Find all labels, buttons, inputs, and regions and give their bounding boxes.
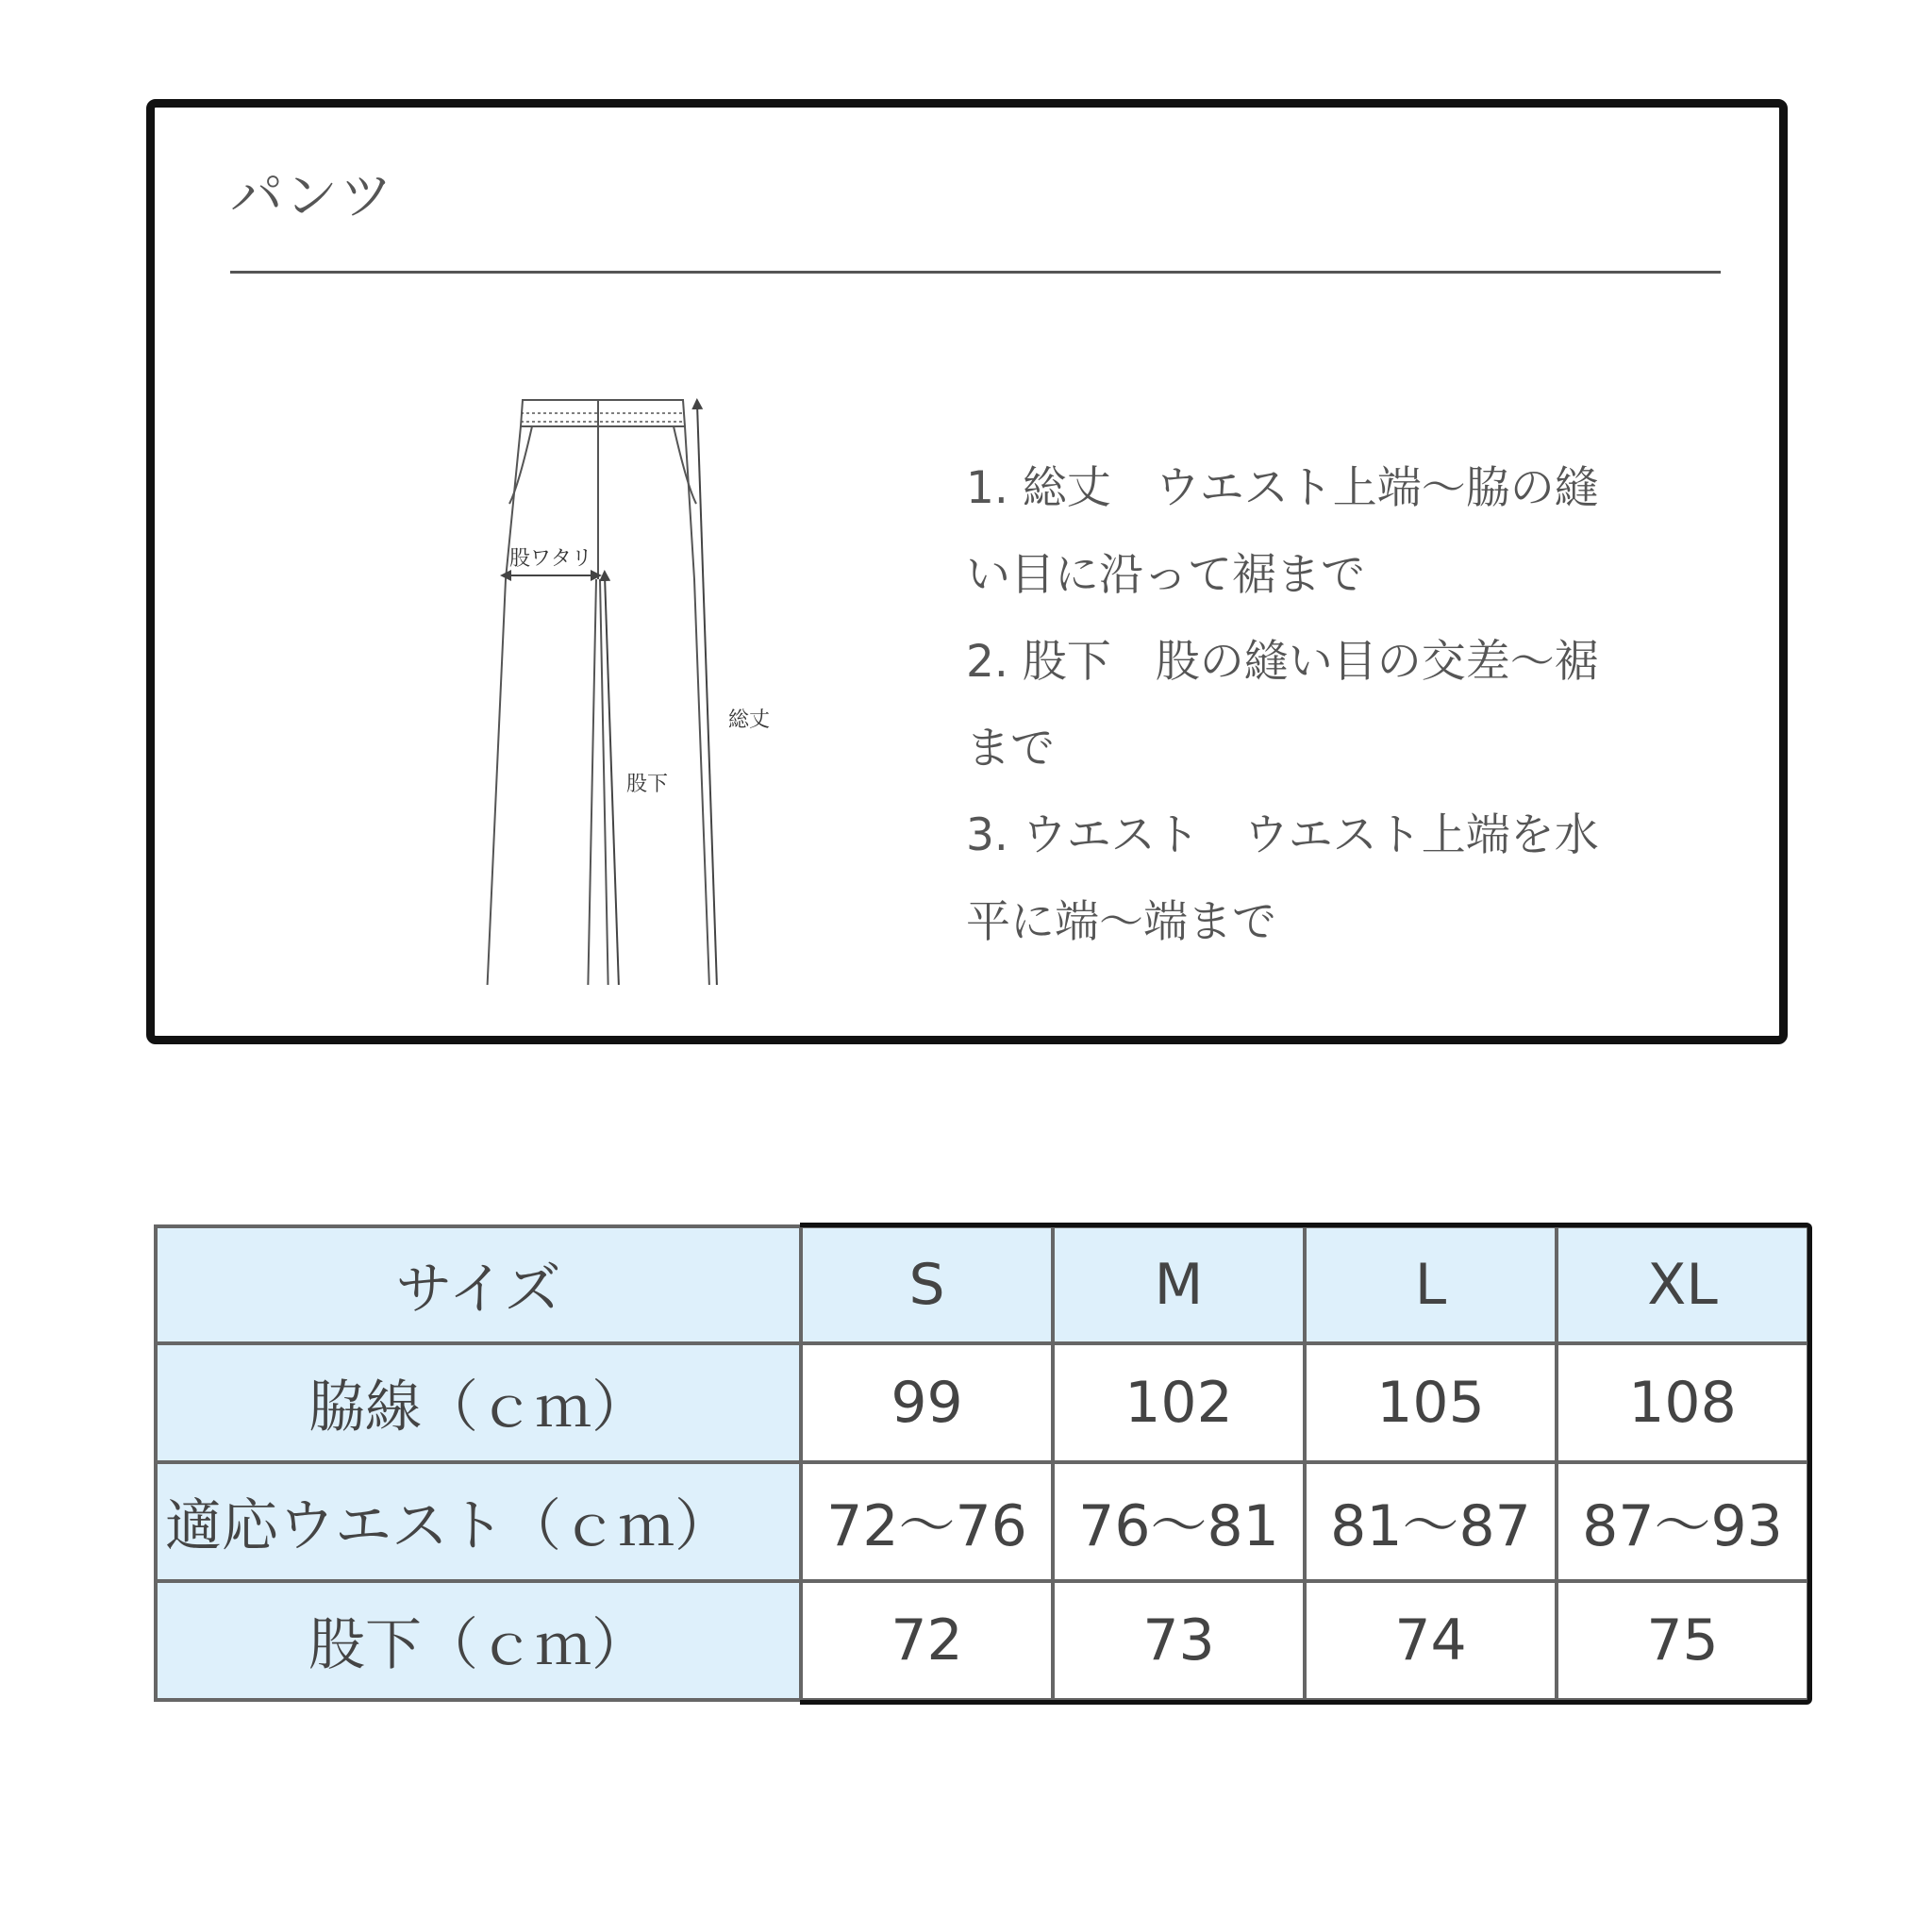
size-header-s: S xyxy=(801,1226,1053,1343)
table-row xyxy=(156,1343,1808,1462)
row-label: 脇線（ｃｍ） xyxy=(156,1343,801,1462)
measurement-notes xyxy=(966,445,1721,966)
table-cell: 72〜76 xyxy=(801,1462,1053,1581)
total-length-arrow xyxy=(697,404,719,985)
crotch-width-label: 股ワタリ xyxy=(509,547,592,571)
table-row xyxy=(156,1581,1808,1700)
size-header-xl: XL xyxy=(1557,1226,1808,1343)
note-line: 3. ウエスト ウエスト上端を水 xyxy=(966,809,1599,861)
table-cell: 99 xyxy=(801,1343,1053,1462)
table-cell: 73 xyxy=(1053,1581,1305,1700)
note-line: 2. 股下 股の縫い目の交差〜裾 xyxy=(966,636,1599,688)
left-leg-outline xyxy=(485,426,596,985)
note-item xyxy=(966,792,1721,966)
total-length-label: 総丈 xyxy=(728,708,771,732)
table-cell: 87〜93 xyxy=(1557,1462,1808,1581)
title-divider xyxy=(230,271,1721,274)
note-line: 平に端〜端まで xyxy=(966,896,1276,948)
size-table xyxy=(154,1224,1810,1702)
table-row xyxy=(156,1462,1808,1581)
note-item xyxy=(966,445,1721,619)
table-cell: 74 xyxy=(1305,1581,1557,1700)
pants-diagram xyxy=(428,381,843,985)
note-line: まで xyxy=(966,723,1055,774)
size-header-l: L xyxy=(1305,1226,1557,1343)
panel-title: パンツ xyxy=(230,166,394,227)
table-cell: 72 xyxy=(801,1581,1053,1700)
measurement-guide-panel xyxy=(146,99,1788,1044)
table-cell: 75 xyxy=(1557,1581,1808,1700)
table-cell: 108 xyxy=(1557,1343,1808,1462)
table-cell: 102 xyxy=(1053,1343,1305,1462)
table-cell: 81〜87 xyxy=(1305,1462,1557,1581)
note-item xyxy=(966,619,1721,792)
row-label: 適応ウエスト（ｃｍ） xyxy=(156,1462,801,1581)
table-cell: 76〜81 xyxy=(1053,1462,1305,1581)
table-header-row xyxy=(156,1226,1808,1343)
inseam-label: 股下 xyxy=(626,773,669,796)
size-header-label: サイズ xyxy=(156,1226,801,1343)
note-line: い目に沿って裾まで xyxy=(966,549,1365,601)
table-cell: 105 xyxy=(1305,1343,1557,1462)
note-line: 1. 総丈 ウエスト上端〜脇の縫 xyxy=(966,462,1599,514)
left-pocket xyxy=(509,426,532,504)
size-header-m: M xyxy=(1053,1226,1305,1343)
row-label: 股下（ｃｍ） xyxy=(156,1581,801,1700)
